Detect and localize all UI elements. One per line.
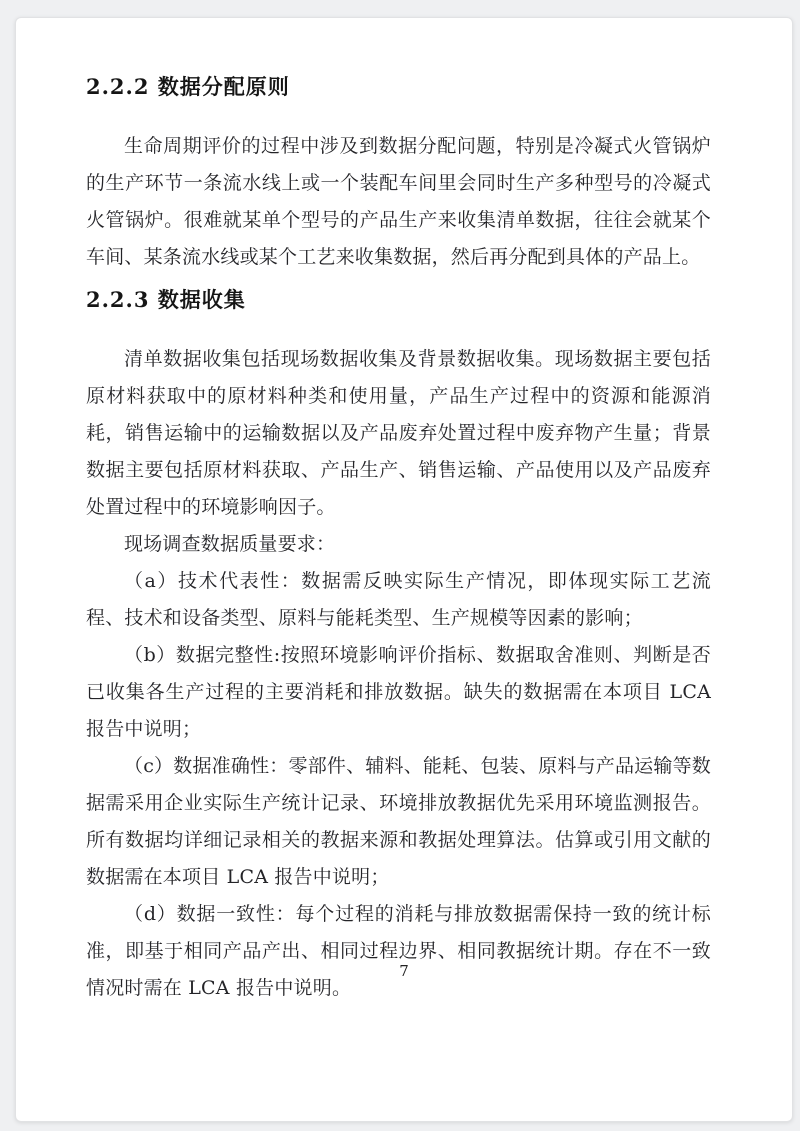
page-number: 7	[399, 962, 409, 980]
section-heading: 2.2.3 数据收集	[86, 287, 246, 312]
body-paragraph: 生命周期评价的过程中涉及到数据分配问题，特别是冷凝式火管锅炉的生产环节一条流水线上或一个装配车间里会同时生产多种型号的冷凝式火管锅炉。很难就某单个型号的产品生产来收集清单数据，往往会就某个车间、某条流水线或某个工艺来收集数据，然后再分配到具体的产品上。	[86, 135, 711, 268]
section-heading: 2.2.2 数据分配原则	[86, 74, 290, 99]
body-paragraph: 清单数据收集包括现场数据收集及背景数据收集。现场数据主要包括原材料获取中的原材料种类和使用量，产品生产过程中的资源和能源消耗，销售运输中的运输数据以及产品废弃处置过程中废弃物产生量；背景数据主要包括原材料获取、产品生产、销售运输、产品使用以及产品废弃处置过程中的环境影响因子。	[86, 348, 711, 518]
document-page	[15, 17, 793, 1122]
body-paragraph: （d）数据一致性：每个过程的消耗与排放数据需保持一致的统计标准，即基于相同产品产出、相同过程边界、相同教据统计期。存在不一致情况时需在 LCA 报告中说明。	[86, 903, 711, 999]
document-content	[16, 18, 792, 1007]
body-paragraph: （b）数据完整性:按照环境影响评价指标、数据取舍准则、判断是否已收集各生产过程的主要消耗和排放数据。缺失的数据需在本项目 LCA 报告中说明；	[86, 644, 711, 740]
body-paragraph: （c）数据准确性：零部件、辅料、能耗、包装、原料与产品运输等数据需采用企业实际生产统计记录、环境排放教据优先采用环境监测报告。所有数据均详细记录相关的教据来源和教据处理算法。估算或引用文献的数据需在本项目 LCA 报告中说明；	[86, 755, 711, 888]
body-paragraph: （a）技术代表性：数据需反映实际生产情况，即体现实际工艺流程、技术和设备类型、原料与能耗类型、生产规模等因素的影响；	[86, 570, 711, 629]
body-paragraph: 现场调查数据质量要求：	[124, 533, 336, 555]
